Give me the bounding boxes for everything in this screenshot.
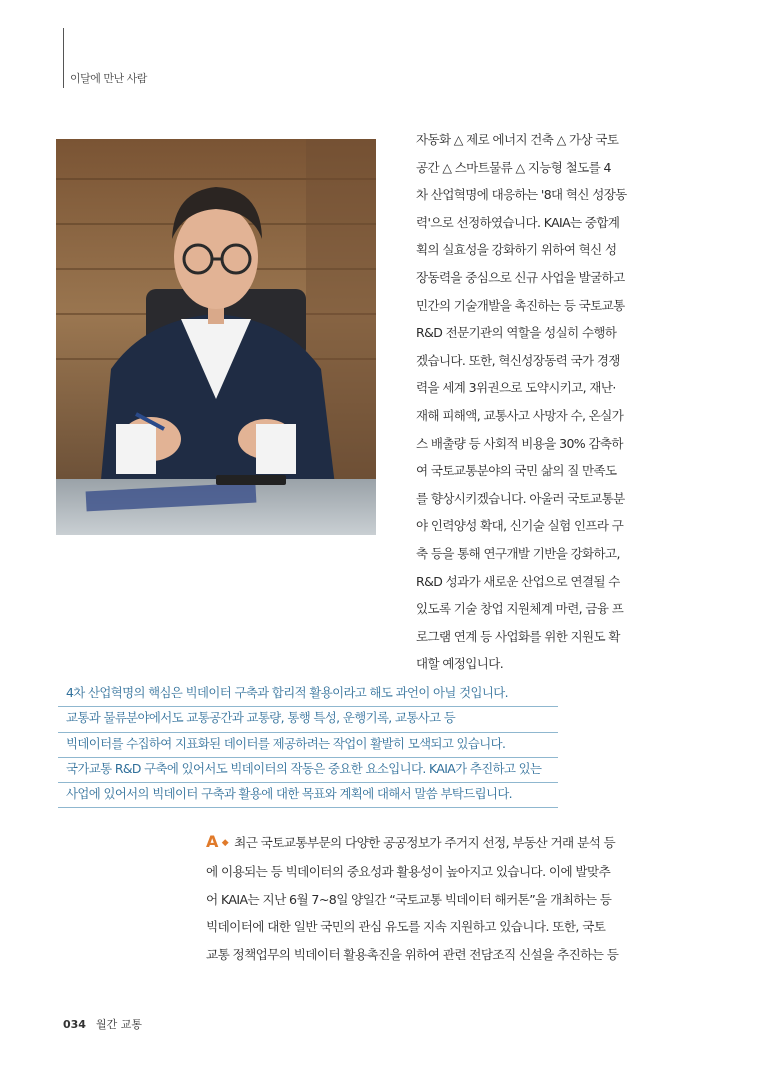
text-line: 력'으로 선정하였습니다. KAIA는 중합계 xyxy=(416,214,620,230)
answer-first-line xyxy=(206,828,666,858)
answer-marker: A xyxy=(206,832,218,851)
text-line: 차 산업혁명에 대응하는 '8대 혁신 성장동 xyxy=(416,187,627,203)
text-line: 로그램 연계 등 사업화를 위한 지원도 확 xyxy=(416,628,620,644)
text-line: 재해 피해액, 교통사고 사망자 수, 온실가 xyxy=(416,407,624,423)
right-column-text xyxy=(416,126,664,678)
text-line: 력을 세계 3위권으로 도약시키고, 재난· xyxy=(416,380,616,396)
text-line: 있도록 기술 창업 지원체계 마련, 금융 프 xyxy=(416,601,624,617)
answer-first-text: 최근 국토교통부문의 다양한 공공정보가 주거지 선정, 부동산 거래 분석 등 xyxy=(234,835,616,850)
text-line: 민간의 기술개발을 촉진하는 등 국토교통 xyxy=(416,297,625,313)
answer-line: 어 KAIA는 지난 6월 7~8일 양일간 “국토교통 빅데이터 해커톤”을 개최하는 등 xyxy=(206,891,612,907)
page-number: 034 xyxy=(63,1018,86,1031)
text-line: 공간 △ 스마트물류 △ 지능형 철도를 4 xyxy=(416,159,611,175)
interview-photo xyxy=(56,139,376,535)
text-line: 대할 예정입니다. xyxy=(416,656,504,672)
text-line: 자동화 △ 제로 에너지 건축 △ 가상 국토 xyxy=(416,132,619,147)
text-line: 겠습니다. 또한, 혁신성장동력 국가 경쟁 xyxy=(416,352,620,368)
header-vertical-rule xyxy=(63,28,64,88)
magazine-name: 월간 교통 xyxy=(95,1018,142,1031)
question-line: 국가교통 R&D 구축에 있어서도 빅데이터의 작동은 중요한 요소입니다. KAIA가 추진하고 있는 xyxy=(58,758,558,783)
answer-block xyxy=(206,828,666,969)
answer-line: 빅데이터에 대한 일반 국민의 관심 유도를 지속 지원하고 있습니다. 또한, 국토 xyxy=(206,919,606,935)
text-line: 를 향상시키겠습니다. 아울러 국토교통분 xyxy=(416,490,625,506)
text-line: 축 등을 통해 연구개발 기반을 강화하고, xyxy=(416,545,620,561)
question-line: 4차 산업혁명의 핵심은 빅데이터 구축과 합리적 활용이라고 해도 과언이 아닐 것입니다. xyxy=(58,682,558,707)
text-line: R&D 전문기관의 역할을 성실히 수행하 xyxy=(416,325,617,341)
text-line: 스 배출량 등 사회적 비용을 30% 감축하 xyxy=(416,435,623,451)
question-line: 교통과 물류분야에서도 교통공간과 교통량, 통행 특성, 운행기록, 교통사고 등 xyxy=(58,707,558,732)
answer-line: 교통 정책업무의 빅데이터 활용촉진을 위하여 관련 전담조직 신설을 추진하는 등 xyxy=(206,947,619,963)
question-line: 빅데이터를 수집하여 지표화된 데이터를 제공하려는 작업이 활발히 모색되고 있습니다. xyxy=(58,733,558,758)
diamond-bullet-icon: ◆ xyxy=(221,838,229,848)
text-line: 야 인력양성 확대, 신기술 실험 인프라 구 xyxy=(416,518,624,534)
page-footer xyxy=(63,1016,142,1032)
text-line: 장동력을 중심으로 신규 사업을 발굴하고 xyxy=(416,269,625,285)
text-line: 여 국토교통분야의 국민 삶의 질 만족도 xyxy=(416,463,617,479)
question-line: 사업에 있어서의 빅데이터 구축과 활용에 대한 목표와 계획에 대해서 말씀 부탁드립니다. xyxy=(58,783,558,808)
answer-line: 에 이용되는 등 빅데이터의 중요성과 활용성이 높아지고 있습니다. 이에 발맞추 xyxy=(206,863,611,879)
text-line: R&D 성과가 새로운 산업으로 연결될 수 xyxy=(416,573,620,589)
question-block xyxy=(58,682,558,808)
section-label: 이달에 만난 사람 xyxy=(70,72,147,85)
text-line: 획의 실효성을 강화하기 위하여 혁신 성 xyxy=(416,242,617,258)
